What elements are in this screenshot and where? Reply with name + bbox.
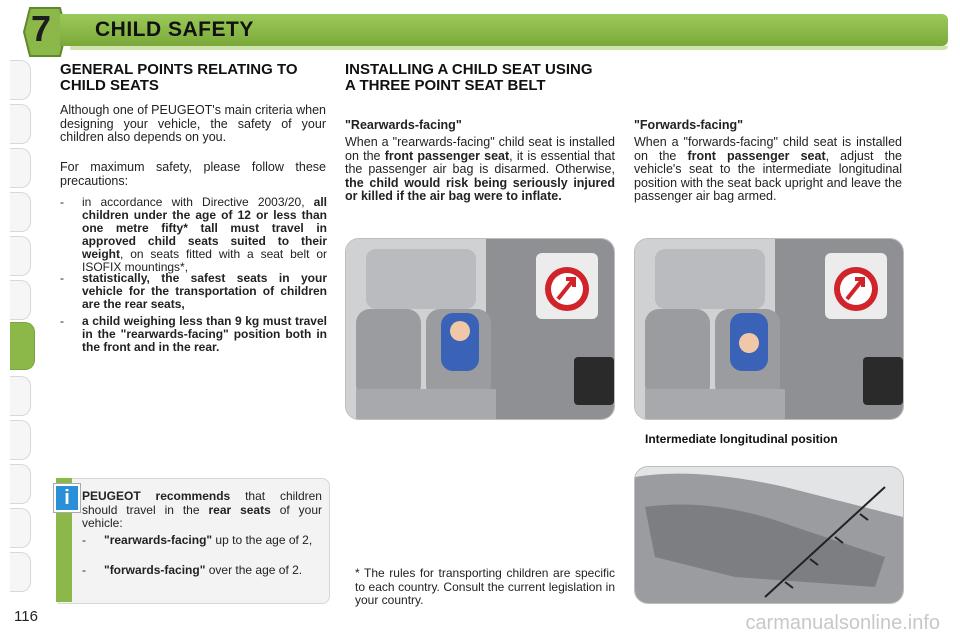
bullet-text: , on seats fitted with a seat belt or ISOFIX mountings*,	[82, 247, 327, 274]
footnote: * The rules for transporting children are specific to each country. Consult the current legislation in your country.	[355, 566, 615, 607]
chapter-tab[interactable]	[10, 280, 31, 320]
intro-text: Although one of PEUGEOT's main criteria when designing your vehicle, the safety of your children also depends on you.	[60, 103, 326, 144]
forwards-seat-photo	[634, 238, 904, 420]
rearwards-heading: "Rearwards-facing"	[345, 118, 462, 132]
info-icon: i	[54, 484, 80, 512]
chapter-tab-active[interactable]	[10, 322, 35, 370]
recommendation-item-bold: "rearwards-facing"	[104, 533, 213, 547]
recommendation-rear-seats: rear seats	[208, 502, 271, 517]
rearwards-text	[345, 136, 615, 204]
bullet-text-bold: all children under the age of 12 or less than one metre fifty* tall must travel in approved child seats suited to their weight	[82, 195, 327, 261]
chapter-tabs	[0, 60, 30, 590]
rearwards-text-part: When a "rearwards-facing" child seat is installed on the	[345, 135, 615, 163]
section-title-general: GENERAL POINTS RELATING TO CHILD SEATS	[60, 61, 298, 94]
chapter-tab[interactable]	[10, 192, 31, 232]
forwards-heading: "Forwards-facing"	[634, 118, 744, 132]
chapter-tab[interactable]	[10, 420, 31, 460]
bullet-dash: -	[60, 314, 64, 328]
page-number: 116	[14, 608, 38, 625]
bullet-text-bold: statistically, the safest seats in your vehicle for the transportation of children are the rear seats,	[82, 271, 327, 311]
header-underline	[70, 46, 948, 50]
intermediate-position-caption: Intermediate longitudinal position	[645, 432, 838, 446]
recommendation-text	[82, 490, 322, 531]
rearwards-warning: the child would risk being seriously injured or killed if the air bag were to inflate.	[345, 175, 615, 203]
forwards-text-part: , adjust the vehicle's seat to the intermediate longitudinal position with the seat back upright and leave the passenger air bag armed.	[634, 148, 902, 203]
recommendation-lead: PEUGEOT recommends	[82, 489, 231, 503]
child-seat-forwards	[730, 313, 768, 371]
bullet-text: in accordance with Directive 2003/20,	[82, 195, 305, 209]
page-title: CHILD SAFETY	[95, 18, 254, 41]
recommendation-item-text: over the age of 2.	[205, 563, 303, 577]
rearwards-seat-photo	[345, 238, 615, 420]
bullet-dash: -	[82, 563, 86, 577]
airbag-on-sticker	[825, 253, 887, 319]
chapter-number: 7	[30, 8, 52, 49]
bullet-dash: -	[60, 271, 64, 285]
bullet-text-bold: a child weighing less than 9 kg must travel in the "rearwards-facing" position both in the front and in the rear.	[82, 314, 327, 354]
chapter-tab[interactable]	[10, 148, 31, 188]
bullet-dash: -	[82, 533, 86, 547]
watermark: carmanualsonline.info	[745, 612, 940, 634]
recommendation-item-text: up to the age of 2,	[212, 533, 313, 547]
forwards-seat: front passenger seat	[687, 148, 826, 163]
chapter-tab[interactable]	[10, 376, 31, 416]
chapter-tab[interactable]	[10, 60, 31, 100]
chapter-tab[interactable]	[10, 236, 31, 276]
recommendation-end: of your vehicle:	[82, 502, 322, 530]
child-seat-rearwards	[441, 313, 479, 371]
precautions-text: For maximum safety, please follow these precautions:	[60, 160, 326, 188]
recommendation-item-bold: "forwards-facing"	[104, 563, 206, 577]
chapter-tab[interactable]	[10, 464, 31, 504]
airbag-off-sticker	[536, 253, 598, 319]
rearwards-text-part: , it is essential that the passenger air bag is disarmed. Otherwise,	[345, 148, 615, 176]
rearwards-seat: front passenger seat	[384, 148, 510, 163]
chapter-tab[interactable]	[10, 508, 31, 548]
forwards-text-part: When a "forwards-facing" child seat is installed on the	[634, 135, 902, 163]
chapter-tab[interactable]	[10, 104, 31, 144]
recommendation-body: that children should travel in the	[82, 489, 322, 517]
bullet-dash: -	[60, 195, 64, 209]
seat-rail-photo	[634, 466, 904, 604]
chapter-tab[interactable]	[10, 552, 31, 592]
forwards-text	[634, 136, 902, 204]
section-title-installing: INSTALLING A CHILD SEAT USING A THREE POINT SEAT BELT	[345, 61, 593, 94]
